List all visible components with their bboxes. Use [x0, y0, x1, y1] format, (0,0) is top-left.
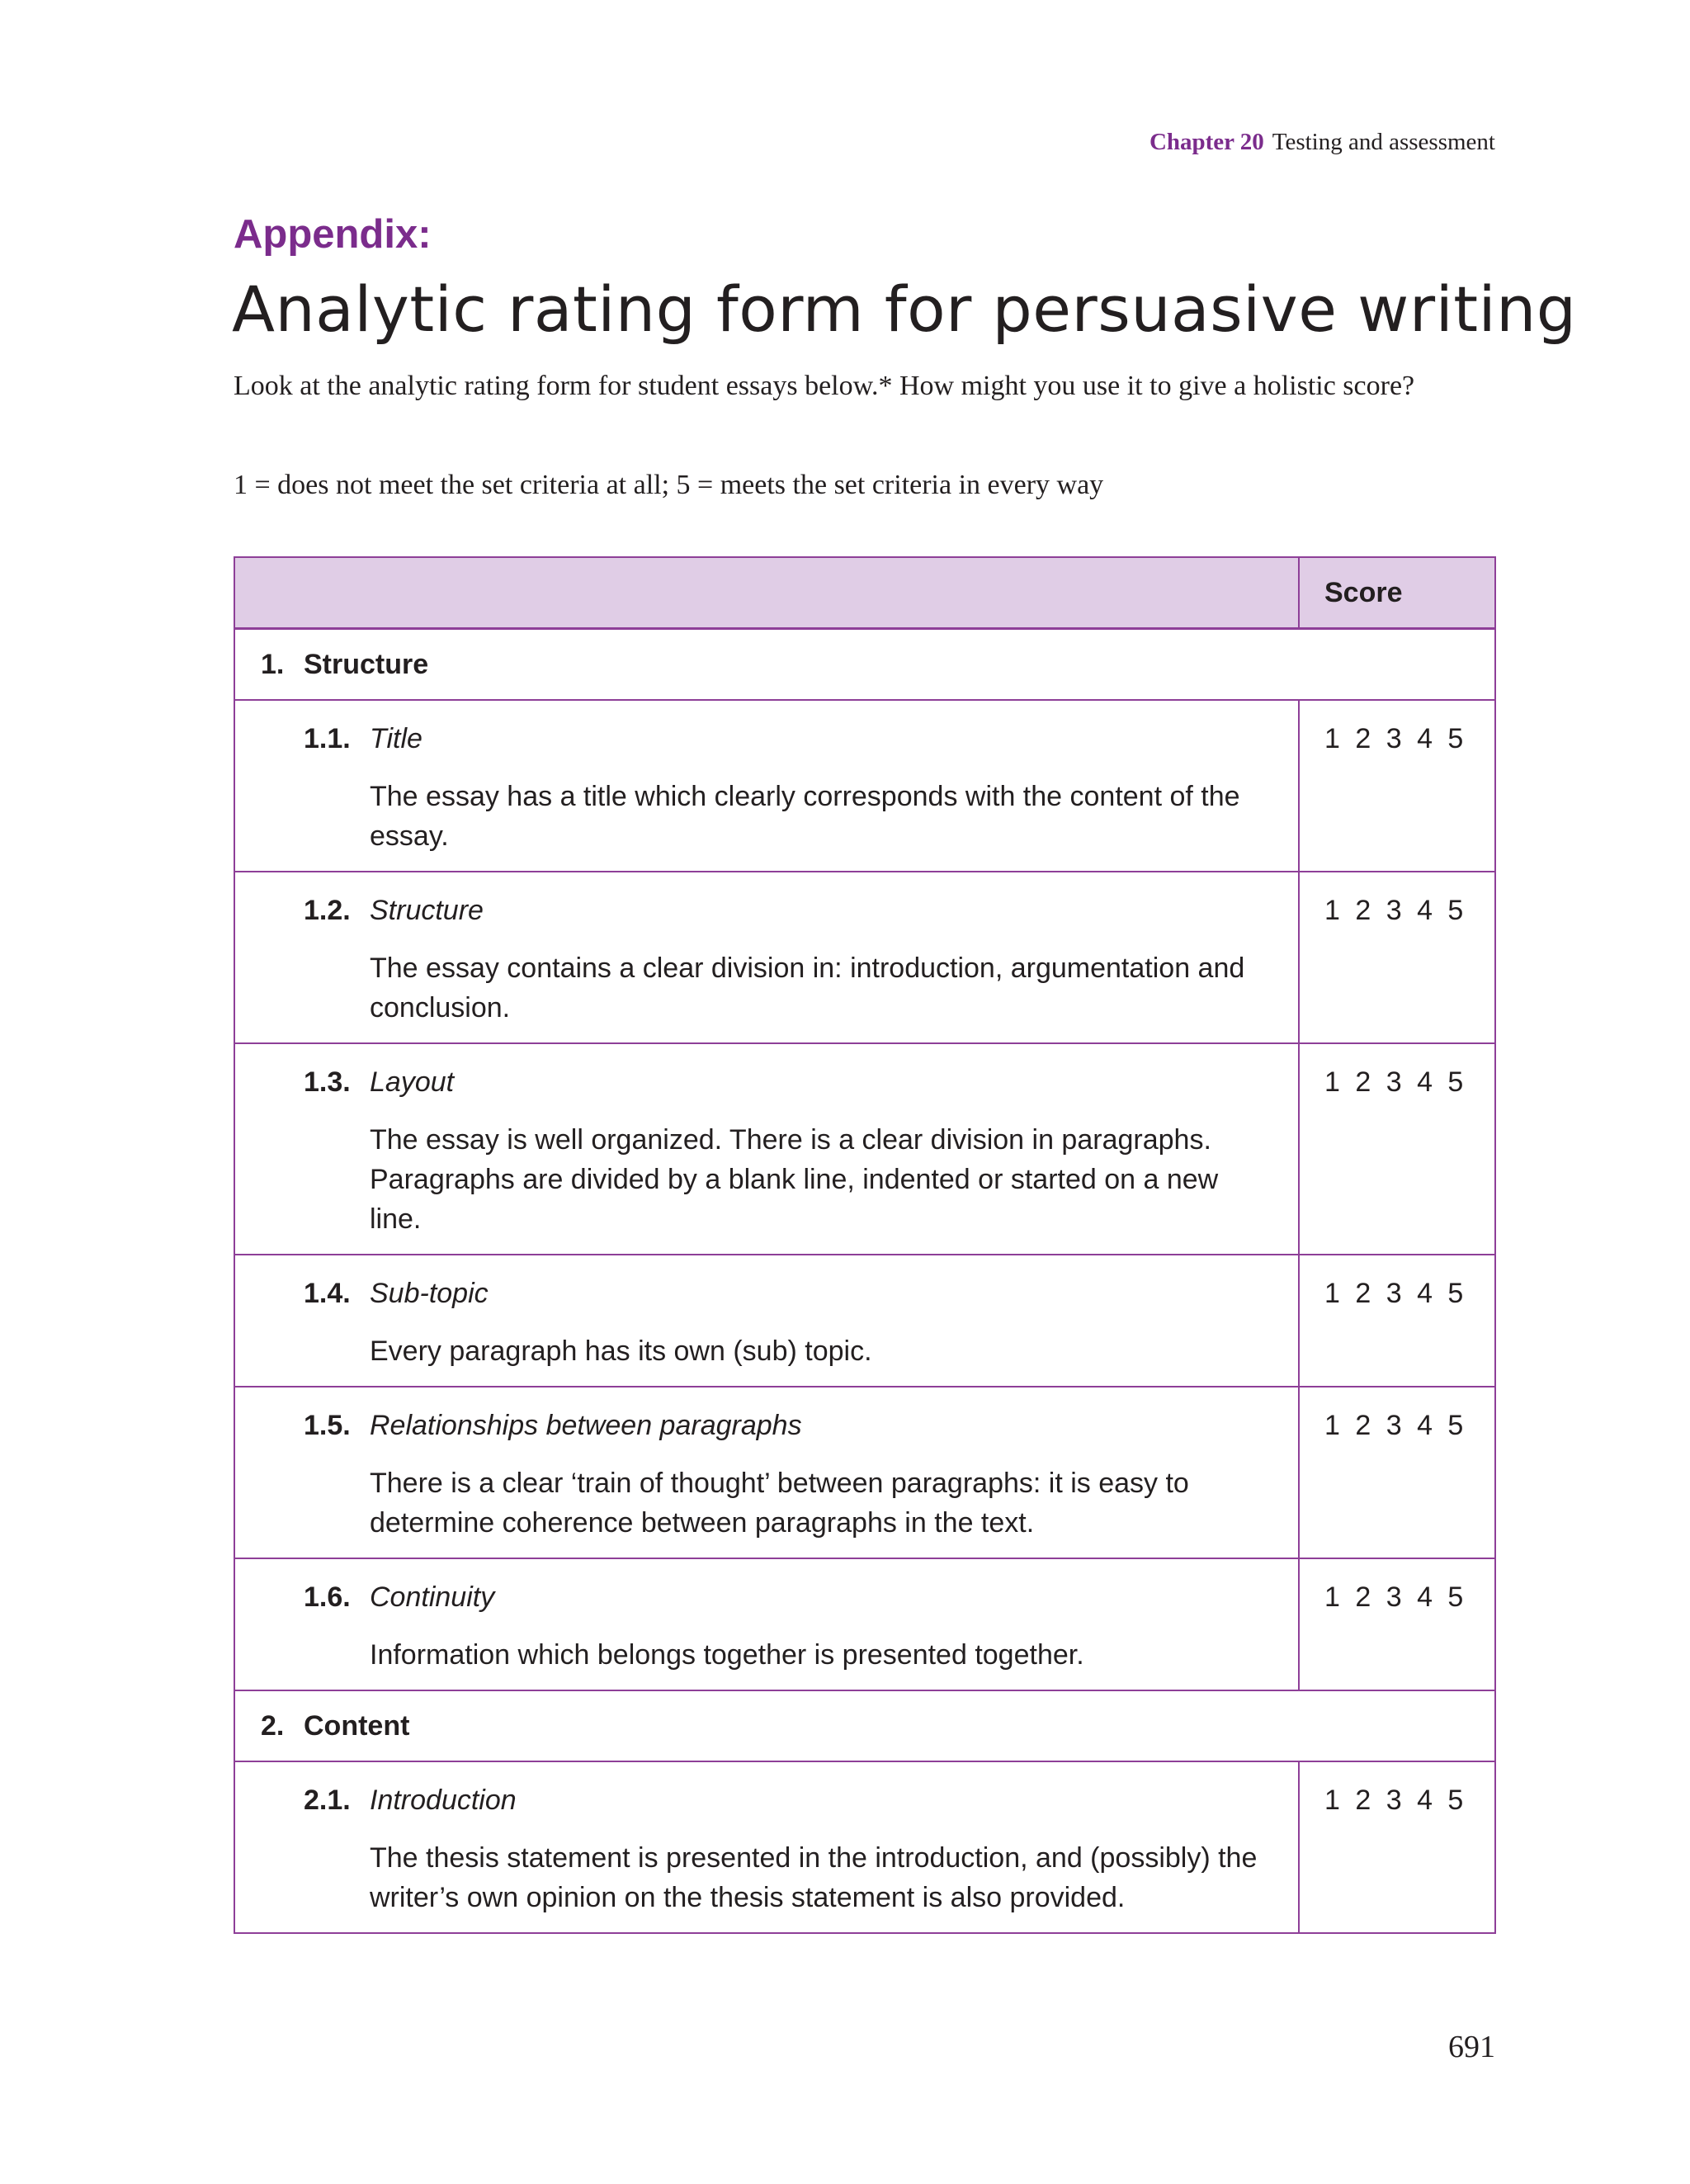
- table-row: [234, 1387, 1495, 1558]
- score-scale: 1 2 3 4 5: [1299, 872, 1495, 1043]
- item-title: Structure: [370, 895, 484, 926]
- appendix-label: Appendix:: [234, 212, 432, 257]
- item-title: Layout: [370, 1066, 455, 1098]
- score-scale: 1 2 3 4 5: [1299, 1255, 1495, 1387]
- section-title: Content: [304, 1709, 410, 1742]
- section-title: Structure: [304, 648, 429, 680]
- section-row-structure: [234, 629, 1495, 701]
- page-number: 691: [1448, 2030, 1495, 2064]
- item-description: The thesis statement is presented in the introduction, and (possibly) the writer’s own opinion on the thesis statement is also provided.: [370, 1842, 1258, 1913]
- criteria-header: [234, 557, 1299, 629]
- item-description: The essay contains a clear division in: introduction, argumentation and conclusion.: [370, 953, 1245, 1023]
- score-scale: 1 2 3 4 5: [1299, 700, 1495, 872]
- table-row: [234, 1761, 1495, 1933]
- table-header-row: [234, 557, 1495, 629]
- table-row: [234, 1558, 1495, 1690]
- item-number: 2.1.: [304, 1785, 351, 1816]
- item-title: Introduction: [370, 1785, 517, 1816]
- item-title: Title: [370, 723, 422, 754]
- section-number: 2.: [261, 1709, 285, 1742]
- score-scale: 1 2 3 4 5: [1299, 1043, 1495, 1255]
- chapter-title: Testing and assessment: [1272, 129, 1495, 155]
- score-scale: 1 2 3 4 5: [1299, 1761, 1495, 1933]
- table-row: [234, 1043, 1495, 1255]
- section-number: 1.: [261, 648, 285, 680]
- item-number: 1.3.: [304, 1066, 351, 1098]
- section-row-content: [234, 1690, 1495, 1761]
- item-number: 1.2.: [304, 895, 351, 926]
- item-number: 1.5.: [304, 1410, 351, 1441]
- item-description: Information which belongs together is presented together.: [370, 1639, 1084, 1671]
- score-header: Score: [1299, 557, 1495, 629]
- table-row: [234, 1255, 1495, 1387]
- page-title: Analytic rating form for persuasive writing: [232, 272, 1577, 346]
- rating-table: [234, 556, 1496, 1934]
- item-number: 1.6.: [304, 1581, 351, 1613]
- item-description: The essay is well organized. There is a clear division in paragraphs. Paragraphs are divided by a blank line, indented or started on a new line.: [370, 1124, 1219, 1235]
- table-row: [234, 700, 1495, 872]
- score-scale: 1 2 3 4 5: [1299, 1387, 1495, 1558]
- intro-paragraph: Look at the analytic rating form for student essays below.* How might you use it to give a holistic score?: [234, 371, 1415, 401]
- item-title: Continuity: [370, 1581, 495, 1613]
- item-title: Relationships between paragraphs: [370, 1410, 802, 1441]
- item-description: There is a clear ‘train of thought’ between paragraphs: it is easy to determine coherence between paragraphs in the text.: [370, 1468, 1189, 1539]
- table-row: [234, 872, 1495, 1043]
- running-head: [1149, 129, 1495, 156]
- item-number: 1.1.: [304, 723, 351, 754]
- chapter-number: Chapter 20: [1149, 129, 1264, 155]
- score-scale: 1 2 3 4 5: [1299, 1558, 1495, 1690]
- item-title: Sub-topic: [370, 1278, 489, 1309]
- item-description: The essay has a title which clearly corresponds with the content of the essay.: [370, 781, 1240, 852]
- item-description: Every paragraph has its own (sub) topic.: [370, 1335, 872, 1367]
- item-number: 1.4.: [304, 1278, 351, 1309]
- scale-note: 1 = does not meet the set criteria at all; 5 = meets the set criteria in every way: [234, 470, 1104, 500]
